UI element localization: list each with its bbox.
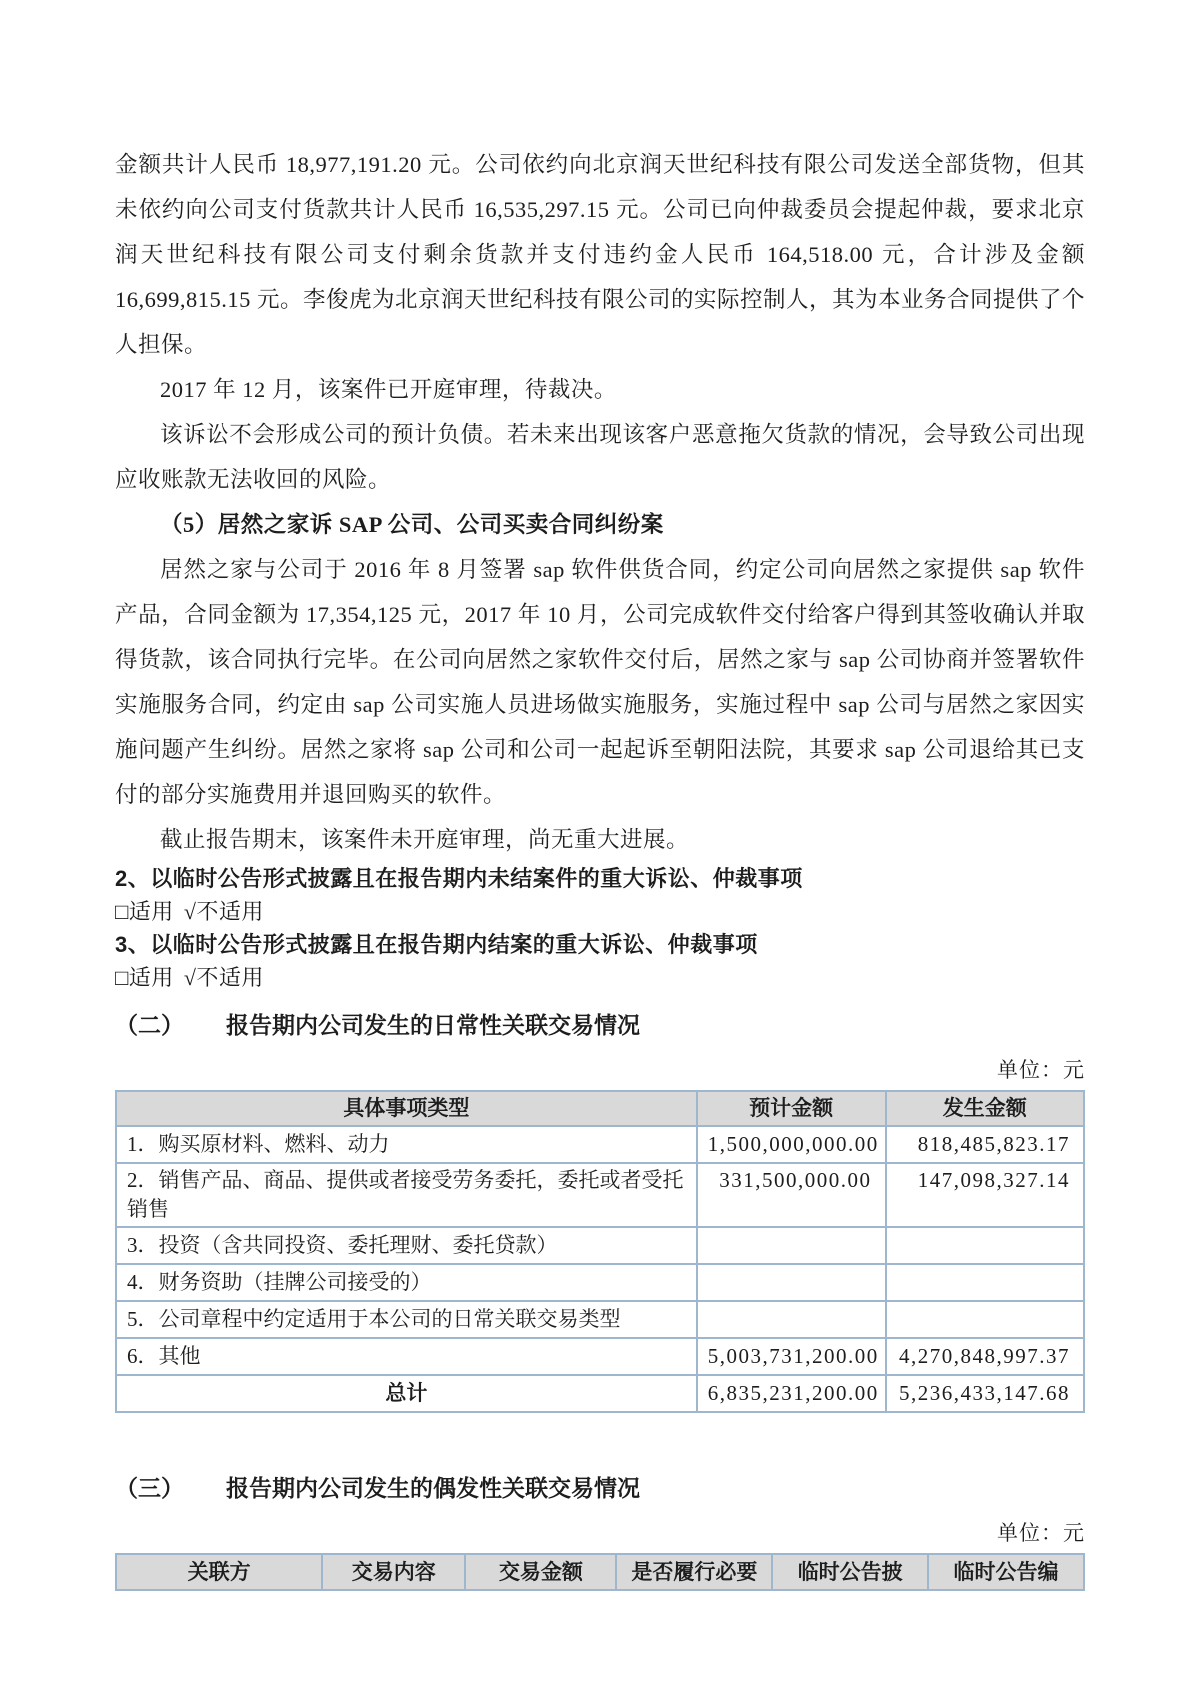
not-applicable-label: 不适用 — [196, 965, 264, 990]
applicable-label: 适用 — [128, 899, 174, 924]
intro-paragraph: 金额共计人民币 18,977,191.20 元。公司依约向北京润天世纪科技有限公司发送全部货物，但其未依约向公司支付货款共计人民币 16,535,297.15 元。公司已向仲裁委员会提起仲裁，要求北京润天世纪科技有限公司支付剩余货款并支付违约金人民币 164,518.00 元，合计涉及金额 16,699,815.15 元。李俊虎为北京润天世纪科技有限公司的实际控制人，其为本业务合同提供了个人担保。 — [115, 152, 1086, 357]
item2-applicability-line — [115, 895, 1085, 928]
check-mark-icon: √ — [183, 899, 197, 924]
item3-heading: 3、以临时公告形式披露且在报告期内结案的重大诉讼、仲裁事项 — [115, 932, 758, 957]
risk-paragraph: 该诉讼不会形成公司的预计负债。若未来出现该客户恶意拖欠货款的情况，会导致公司出现应收账款无法收回的风险。 — [115, 422, 1085, 492]
not-applicable-label: 不适用 — [196, 899, 264, 924]
expected-cell — [697, 1227, 886, 1264]
header-announcement-number: 临时公告编 — [928, 1554, 1084, 1590]
expected-cell — [697, 1301, 886, 1338]
item-cell: 4．财务资助（挂牌公司接受的） — [116, 1264, 697, 1301]
item-cell: 2．销售产品、商品、提供或者接受劳务委托，委托或者受托销售 — [116, 1163, 697, 1227]
section3-number: （三） — [115, 1475, 184, 1501]
item-cell: 6．其他 — [116, 1338, 697, 1375]
header-actual-amount: 发生金额 — [886, 1091, 1084, 1126]
incidental-related-transactions-table — [115, 1553, 1085, 1591]
section3-title: 报告期内公司发生的偶发性关联交易情况 — [226, 1475, 640, 1501]
item2-heading: 2、以临时公告形式披露且在报告期内未结案件的重大诉讼、仲裁事项 — [115, 866, 803, 891]
table-row — [116, 1163, 1084, 1227]
total-expected-cell: 6,835,231,200.00 — [697, 1375, 886, 1412]
table-row — [116, 1126, 1084, 1163]
section2-title: 报告期内公司发生的日常性关联交易情况 — [226, 1012, 640, 1038]
header-transaction-amount: 交易金额 — [465, 1554, 616, 1590]
table-header-row — [116, 1091, 1084, 1126]
item-cell: 1．购买原材料、燃料、动力 — [116, 1126, 697, 1163]
expected-cell: 331,500,000.00 — [697, 1163, 886, 1227]
case5-paragraph: 居然之家与公司于 2016 年 8 月签署 sap 软件供货合同，约定公司向居然之家提供 sap 软件产品，合同金额为 17,354,125 元，2017 年 10 月，公司完成软件交付给客户得到其签收确认并取得货款，该合同执行完毕。在公司向居然之家软件交付后，居然之家与 sap 公司协商并签署软件实施服务合同，约定由 sap 公司实施人员进场做实施服务，实施过程中 sap 公司与居然之家因实施问题产生纠纷。居然之家将 sap 公司和公司一起起诉至朝阳法院，其要求 sap 公司退给其已支付的部分实施费用并退回购买的软件。 — [115, 557, 1085, 807]
section2-unit-label: 单位：元 — [997, 1058, 1085, 1082]
expected-cell — [697, 1264, 886, 1301]
section2-number: （二） — [115, 1012, 184, 1038]
total-label-cell: 总计 — [116, 1375, 697, 1412]
daily-related-transactions-table — [115, 1090, 1085, 1413]
table-row — [116, 1338, 1084, 1375]
actual-cell — [886, 1264, 1084, 1301]
item-cell: 5．公司章程中约定适用于本公司的日常关联交易类型 — [116, 1301, 697, 1338]
expected-cell: 5,003,731,200.00 — [697, 1338, 886, 1375]
actual-cell — [886, 1227, 1084, 1264]
section2-heading — [115, 1010, 1085, 1040]
table-row — [116, 1264, 1084, 1301]
section3-unit-label: 单位：元 — [997, 1521, 1085, 1545]
case5-status-paragraph: 截止报告期末，该案件未开庭审理，尚无重大进展。 — [160, 827, 690, 852]
header-item-type: 具体事项类型 — [116, 1091, 697, 1126]
header-related-party: 关联方 — [116, 1554, 322, 1590]
checkbox-unchecked-icon: □ — [115, 965, 129, 990]
total-actual-cell: 5,236,433,147.68 — [886, 1375, 1084, 1412]
litigation-items-block — [115, 862, 1085, 994]
section3-heading — [115, 1473, 1085, 1503]
checkbox-unchecked-icon: □ — [115, 899, 129, 924]
expected-cell: 1,500,000,000.00 — [697, 1126, 886, 1163]
table-header-row — [116, 1554, 1084, 1590]
header-announcement-disclosure: 临时公告披 — [772, 1554, 928, 1590]
actual-cell — [886, 1301, 1084, 1338]
case5-heading: （5）居然之家诉 SAP 公司、公司买卖合同纠纷案 — [160, 512, 664, 537]
check-mark-icon: √ — [183, 965, 197, 990]
actual-cell: 147,098,327.14 — [886, 1163, 1084, 1227]
header-expected-amount: 预计金额 — [697, 1091, 886, 1126]
table-row — [116, 1227, 1084, 1264]
item-cell: 3．投资（含共同投资、委托理财、委托贷款） — [116, 1227, 697, 1264]
actual-cell: 4,270,848,997.37 — [886, 1338, 1084, 1375]
applicable-label: 适用 — [128, 965, 174, 990]
header-transaction-content: 交易内容 — [322, 1554, 465, 1590]
actual-cell: 818,485,823.17 — [886, 1126, 1084, 1163]
table-row — [116, 1301, 1084, 1338]
table-total-row — [116, 1375, 1084, 1412]
item3-applicability-line — [115, 961, 1085, 994]
hearing-paragraph: 2017 年 12 月，该案件已开庭审理，待裁决。 — [160, 377, 617, 402]
header-necessary-procedure: 是否履行必要 — [616, 1554, 772, 1590]
